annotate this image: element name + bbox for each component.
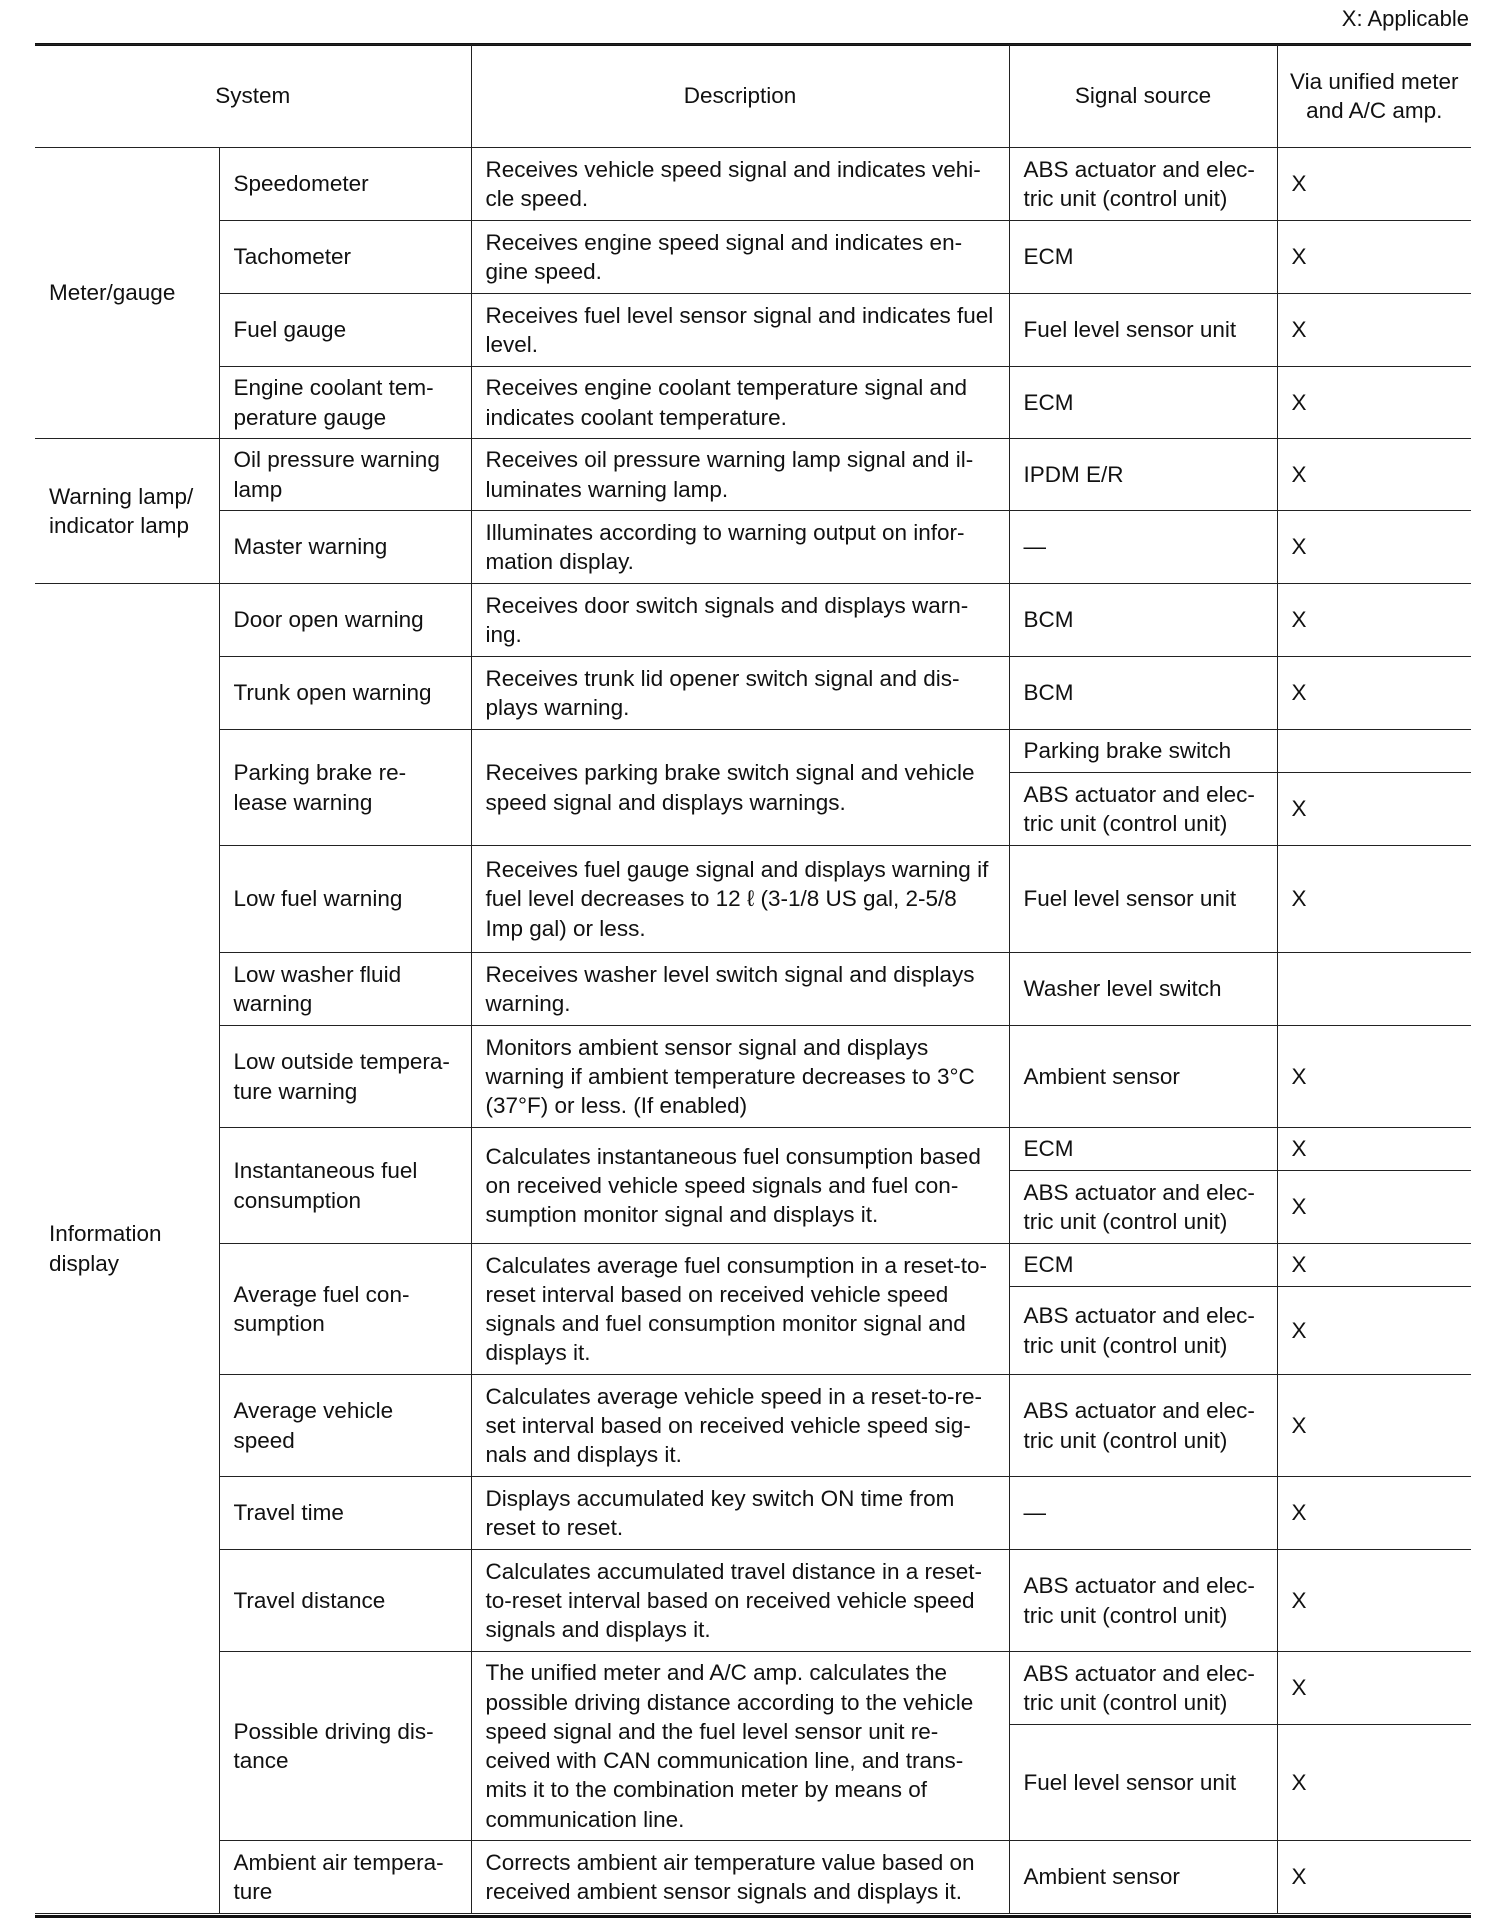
- signal-source-cell: —: [1009, 1477, 1277, 1550]
- table-row: [35, 1477, 1471, 1550]
- applicable-mark: X: [1277, 657, 1471, 730]
- signal-source-cell: ECM: [1009, 1244, 1277, 1287]
- applicable-mark: X: [1277, 1477, 1471, 1550]
- applicable-mark: [1277, 730, 1471, 773]
- description-cell: Corrects ambient air temperature value based on received ambient sensor signals and displays it.: [471, 1841, 1009, 1914]
- description-cell: Monitors ambient sensor signal and displays warning if ambient temperature decreases to 3°C (37°F) or less. (If enabled): [471, 1026, 1009, 1128]
- signal-source-cell: IPDM E/R: [1009, 439, 1277, 511]
- signal-source-cell: ECM: [1009, 1128, 1277, 1171]
- applicable-mark: X: [1277, 221, 1471, 294]
- table-row: [35, 953, 1471, 1026]
- item-label: Travel time: [219, 1477, 471, 1550]
- table-row: [35, 584, 1471, 657]
- description-cell: The unified meter and A/C amp. calculates the possible driving distance according to the vehicle speed signal and the fuel level sensor unit re-ceived with CAN communication line, and trans-mits it to the combination meter by means of communication line.: [471, 1652, 1009, 1841]
- applicable-mark: X: [1277, 148, 1471, 221]
- description-cell: Receives washer level switch signal and displays warning.: [471, 953, 1009, 1026]
- signal-source-cell: Ambient sensor: [1009, 1841, 1277, 1914]
- signal-source-cell: Fuel level sensor unit: [1009, 1725, 1277, 1841]
- table-row: [35, 148, 1471, 221]
- applicable-mark: X: [1277, 1128, 1471, 1171]
- applicable-mark: X: [1277, 584, 1471, 657]
- header-signal-source: Signal source: [1009, 45, 1277, 148]
- applicable-mark: X: [1277, 1287, 1471, 1375]
- signal-source-cell: ECM: [1009, 221, 1277, 294]
- item-label: Low outside tempera-ture warning: [219, 1026, 471, 1128]
- signal-source-cell: ABS actuator and elec-tric unit (control unit): [1009, 148, 1277, 221]
- signal-source-cell: ECM: [1009, 367, 1277, 439]
- applicable-mark: X: [1277, 1171, 1471, 1244]
- applicable-mark: X: [1277, 1375, 1471, 1477]
- signal-source-cell: —: [1009, 511, 1277, 584]
- description-cell: Receives parking brake switch signal and vehicle speed signal and displays warnings.: [471, 730, 1009, 846]
- description-cell: Calculates instantaneous fuel consumption based on received vehicle speed signals and fuel con-sumption monitor signal and displays it.: [471, 1128, 1009, 1244]
- item-label: Master warning: [219, 511, 471, 584]
- table-header-row: [35, 45, 1471, 148]
- group-meter-gauge: Meter/gauge: [35, 148, 219, 439]
- table-row: [35, 1128, 1471, 1171]
- description-cell: Receives fuel gauge signal and displays warning if fuel level decreases to 12 ℓ (3-1/8 US gal, 2-5/8 Imp gal) or less.: [471, 846, 1009, 953]
- item-label: Low fuel warning: [219, 846, 471, 953]
- item-label: Travel distance: [219, 1550, 471, 1652]
- applicable-mark: [1277, 953, 1471, 1026]
- item-label: Engine coolant tem-perature gauge: [219, 367, 471, 439]
- signal-source-cell: ABS actuator and elec-tric unit (control unit): [1009, 1171, 1277, 1244]
- group-information-display: Information display: [35, 584, 219, 1914]
- item-label: Low washer fluid warning: [219, 953, 471, 1026]
- description-cell: Receives fuel level sensor signal and indicates fuel level.: [471, 294, 1009, 367]
- header-system: System: [35, 45, 471, 148]
- description-cell: Receives vehicle speed signal and indicates vehi-cle speed.: [471, 148, 1009, 221]
- applicable-mark: X: [1277, 1841, 1471, 1914]
- applicable-mark: X: [1277, 1652, 1471, 1725]
- table-row: [35, 1244, 1471, 1287]
- signal-source-cell: BCM: [1009, 584, 1277, 657]
- table-row: [35, 1841, 1471, 1914]
- table-row: [35, 367, 1471, 439]
- description-cell: Calculates average fuel consumption in a reset-to-reset interval based on received vehicle speed signals and fuel consumption monitor signal and displays it.: [471, 1244, 1009, 1375]
- signal-source-cell: ABS actuator and elec-tric unit (control unit): [1009, 1550, 1277, 1652]
- signal-source-cell: BCM: [1009, 657, 1277, 730]
- item-label: Average fuel con-sumption: [219, 1244, 471, 1375]
- signal-source-cell: Parking brake switch: [1009, 730, 1277, 773]
- item-label: Fuel gauge: [219, 294, 471, 367]
- signal-source-cell: Washer level switch: [1009, 953, 1277, 1026]
- table-row: [35, 1652, 1471, 1725]
- description-cell: Receives engine speed signal and indicates en-gine speed.: [471, 221, 1009, 294]
- item-label: Ambient air tempera-ture: [219, 1841, 471, 1914]
- signal-source-cell: Fuel level sensor unit: [1009, 846, 1277, 953]
- item-label: Parking brake re-lease warning: [219, 730, 471, 846]
- signal-source-cell: ABS actuator and elec-tric unit (control unit): [1009, 1287, 1277, 1375]
- item-label: Trunk open warning: [219, 657, 471, 730]
- description-cell: Receives engine coolant temperature signal and indicates coolant temperature.: [471, 367, 1009, 439]
- description-cell: Calculates average vehicle speed in a reset-to-re-set interval based on received vehicle speed sig-nals and displays it.: [471, 1375, 1009, 1477]
- applicable-mark: X: [1277, 294, 1471, 367]
- item-label: Oil pressure warning lamp: [219, 439, 471, 511]
- table-row: [35, 730, 1471, 773]
- signal-source-cell: ABS actuator and elec-tric unit (control unit): [1009, 1652, 1277, 1725]
- description-cell: Receives door switch signals and displays warn-ing.: [471, 584, 1009, 657]
- description-cell: Receives oil pressure warning lamp signal and il-luminates warning lamp.: [471, 439, 1009, 511]
- table-row: [35, 439, 1471, 511]
- item-label: Speedometer: [219, 148, 471, 221]
- item-label: Door open warning: [219, 584, 471, 657]
- table-row: [35, 657, 1471, 730]
- table-row: [35, 511, 1471, 584]
- header-via-unified-meter: Via unified meter and A/C amp.: [1277, 45, 1471, 148]
- table-row: [35, 1550, 1471, 1652]
- signal-source-cell: ABS actuator and elec-tric unit (control unit): [1009, 1375, 1277, 1477]
- table-row: [35, 846, 1471, 953]
- description-cell: Illuminates according to warning output on infor-mation display.: [471, 511, 1009, 584]
- applicable-mark: X: [1277, 439, 1471, 511]
- applicable-mark: X: [1277, 511, 1471, 584]
- applicable-legend: X: Applicable: [1341, 6, 1469, 31]
- applicable-mark: X: [1277, 1244, 1471, 1287]
- table-bottom-rule: [35, 1915, 1471, 1918]
- item-label: Tachometer: [219, 221, 471, 294]
- item-label: Average vehicle speed: [219, 1375, 471, 1477]
- applicable-mark: X: [1277, 773, 1471, 846]
- group-warning-lamp: Warning lamp/ indicator lamp: [35, 439, 219, 584]
- system-spec-table: [35, 44, 1471, 1914]
- header-description: Description: [471, 45, 1009, 148]
- applicable-mark: X: [1277, 1725, 1471, 1841]
- item-label: Possible driving dis-tance: [219, 1652, 471, 1841]
- applicable-mark: X: [1277, 1550, 1471, 1652]
- applicable-mark: X: [1277, 846, 1471, 953]
- description-cell: Calculates accumulated travel distance in a reset-to-reset interval based on received vehicle speed signals and displays it.: [471, 1550, 1009, 1652]
- table-row: [35, 221, 1471, 294]
- table-row: [35, 1026, 1471, 1128]
- table-row: [35, 1375, 1471, 1477]
- applicable-mark: X: [1277, 367, 1471, 439]
- signal-source-cell: ABS actuator and elec-tric unit (control unit): [1009, 773, 1277, 846]
- signal-source-cell: Fuel level sensor unit: [1009, 294, 1277, 367]
- item-label: Instantaneous fuel consumption: [219, 1128, 471, 1244]
- description-cell: Receives trunk lid opener switch signal and dis-plays warning.: [471, 657, 1009, 730]
- signal-source-cell: Ambient sensor: [1009, 1026, 1277, 1128]
- applicable-mark: X: [1277, 1026, 1471, 1128]
- table-row: [35, 294, 1471, 367]
- description-cell: Displays accumulated key switch ON time from reset to reset.: [471, 1477, 1009, 1550]
